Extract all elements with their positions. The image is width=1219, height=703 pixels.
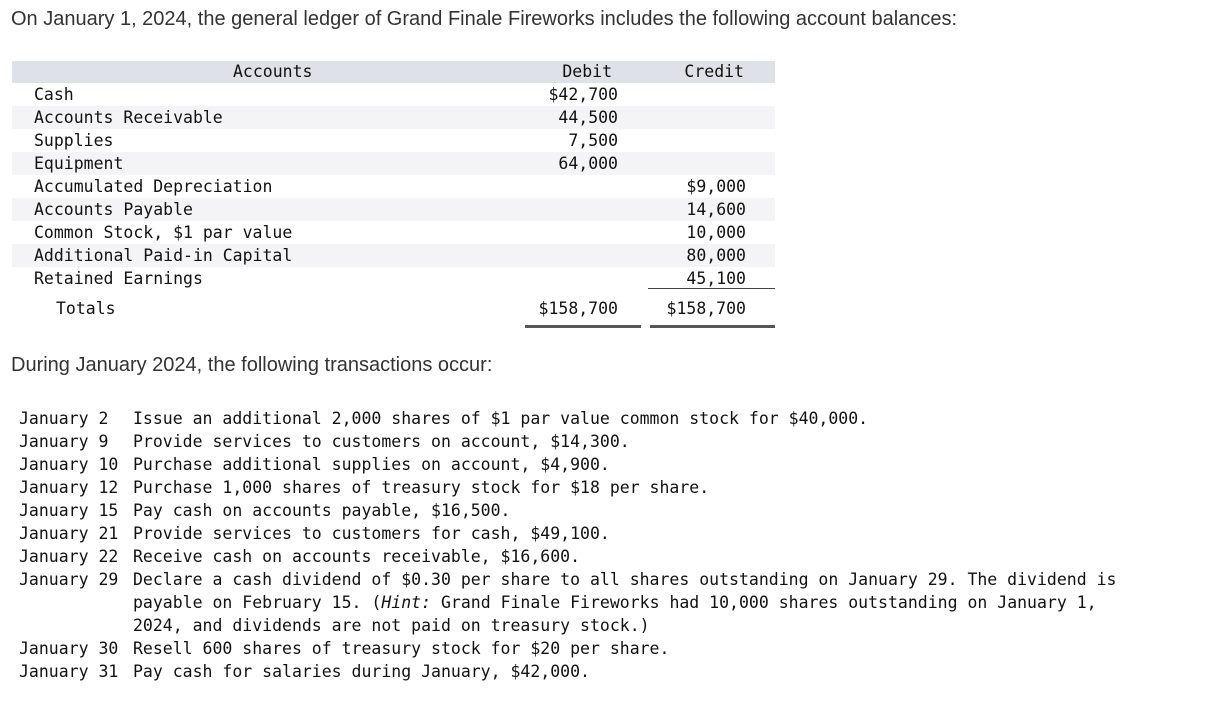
account-name: Equipment — [34, 154, 124, 173]
totals-label: Totals — [56, 299, 116, 318]
credit-value: 10,000 — [686, 223, 746, 242]
transaction-date: January 30 — [19, 639, 119, 658]
account-name: Retained Earnings — [34, 269, 203, 288]
debit-total: $158,700 — [538, 299, 618, 318]
transaction-item — [19, 476, 1214, 499]
hint-label: Hint: — [381, 593, 432, 612]
transaction-text-part: Grand Finale Fireworks had 10,000 shares outstanding on January 1, — [431, 593, 1097, 612]
table-row — [12, 267, 775, 290]
transaction-item — [19, 568, 1214, 591]
debit-value: $42,700 — [548, 85, 618, 104]
transaction-date: January 22 — [19, 547, 119, 566]
transactions-intro: During January 2024, the following transactions occur: — [11, 354, 493, 376]
transaction-item — [19, 522, 1214, 545]
table-row — [12, 152, 775, 175]
transactions-list — [19, 407, 1214, 683]
debit-total-rule — [525, 325, 641, 328]
transaction-date: January 15 — [19, 501, 119, 520]
transaction-text: Provide services to customers on account, $14,300. — [133, 432, 630, 451]
credit-total-rule — [650, 325, 775, 328]
transaction-item — [19, 430, 1214, 453]
header-debit: Debit — [562, 62, 612, 81]
account-name: Accounts Payable — [34, 200, 193, 219]
transaction-text: Declare a cash dividend of $0.30 per share to all shares outstanding on January 29. The dividend is — [133, 570, 1117, 589]
transaction-text: Pay cash for salaries during January, $42,000. — [133, 662, 590, 681]
transaction-text: Resell 600 shares of treasury stock for $20 per share. — [133, 639, 670, 658]
transaction-date: January 9 — [19, 432, 109, 451]
transaction-item — [19, 545, 1214, 568]
header-accounts: Accounts — [233, 62, 313, 81]
transaction-text: Issue an additional 2,000 shares of $1 par value common stock for $40,000. — [133, 409, 869, 428]
credit-value: 45,100 — [686, 269, 746, 288]
table-row — [12, 244, 775, 267]
transaction-date: January 10 — [19, 455, 119, 474]
transaction-date: January 12 — [19, 478, 119, 497]
account-name: Common Stock, $1 par value — [34, 223, 293, 242]
debit-value: 64,000 — [558, 154, 618, 173]
transaction-date: January 29 — [19, 570, 119, 589]
transaction-text: Purchase 1,000 shares of treasury stock for $18 per share. — [133, 478, 710, 497]
account-name: Supplies — [34, 131, 114, 150]
transaction-text: Purchase additional supplies on account, $4,900. — [133, 455, 610, 474]
transaction-item — [19, 660, 1214, 683]
transaction-continuation — [19, 591, 1214, 614]
transaction-item — [19, 453, 1214, 476]
transaction-date: January 2 — [19, 409, 109, 428]
account-name: Cash — [34, 85, 74, 104]
transaction-text-part: payable on February 15. ( — [133, 593, 382, 612]
credit-value: 14,600 — [686, 200, 746, 219]
account-name: Accounts Receivable — [34, 108, 223, 127]
table-row — [12, 221, 775, 244]
credit-value: $9,000 — [686, 177, 746, 196]
transaction-date: January 21 — [19, 524, 119, 543]
header-credit: Credit — [684, 62, 744, 81]
intro-text: On January 1, 2024, the general ledger of Grand Finale Fireworks includes the following account balances: — [11, 8, 958, 30]
transaction-date: January 31 — [19, 662, 119, 681]
debit-value: 44,500 — [558, 108, 618, 127]
table-row — [12, 198, 775, 221]
credit-total: $158,700 — [666, 299, 746, 318]
table-row — [12, 175, 775, 198]
transaction-text: Provide services to customers for cash, $49,100. — [133, 524, 610, 543]
account-name: Additional Paid-in Capital — [34, 246, 293, 265]
table-row — [12, 106, 775, 129]
totals-row — [12, 296, 775, 322]
transaction-text: Pay cash on accounts payable, $16,500. — [133, 501, 511, 520]
credit-value: 80,000 — [686, 246, 746, 265]
table-header-row — [12, 61, 775, 83]
ledger-table — [12, 61, 775, 318]
table-row — [12, 83, 775, 106]
account-name: Accumulated Depreciation — [34, 177, 273, 196]
table-row — [12, 129, 775, 152]
debit-value: 7,500 — [568, 131, 618, 150]
transaction-item — [19, 407, 1214, 430]
credit-subtotal-rule — [648, 288, 775, 289]
transaction-text: Receive cash on accounts receivable, $16,600. — [133, 547, 581, 566]
transaction-item — [19, 499, 1214, 522]
transaction-continuation: 2024, and dividends are not paid on treasury stock.) — [133, 616, 650, 635]
transaction-item — [19, 637, 1214, 660]
